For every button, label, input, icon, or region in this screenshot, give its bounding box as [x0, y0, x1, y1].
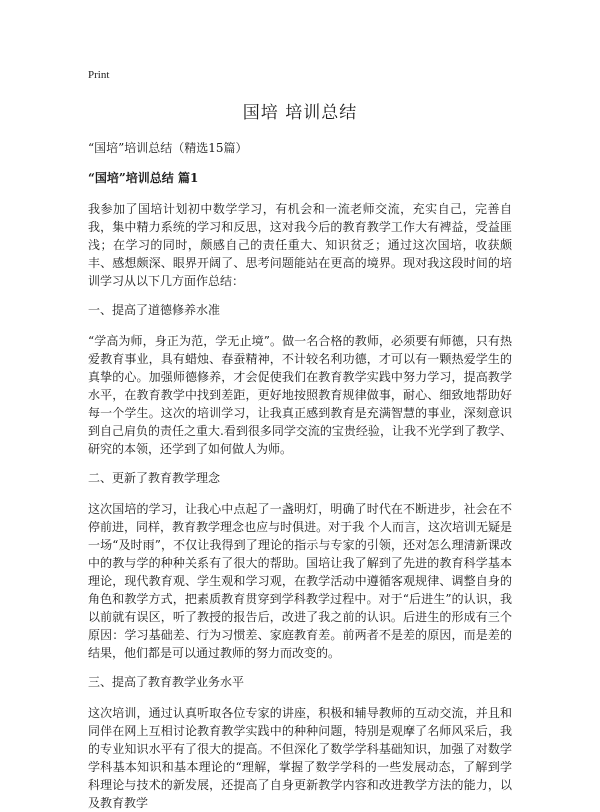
paragraph-skill: 这次培训，通过认真听取各位专家的讲座，积极和辅导教师的互动交流，并且和同伴在网上互相讨论教育教学实践中的种种问题，特别是观摩了名师风采后，我的专业知识水平有了很大的提高。不但深化了数学学科基础知识，加强了对数学学科基本知识和基本理论的“理解，掌握了数学学科的一些发展动态，了解到学科理论与技术的新发展，还提高了自身更新教学内容和改进教学方法的能力，以及教育教学 — [88, 706, 512, 810]
page-title: 国培 培训总结 — [242, 103, 358, 123]
print-link[interactable]: Print — [88, 69, 110, 81]
intro-paragraph: 我参加了国培计划初中数学学习，有机会和一流老师交流，充实自己，完善自我，集中精力系统的学习和反思，这对我今后的教育教学工作大有裨益，受益匪浅；在学习的同时，颇感自己的责任重大、知识贫乏；通过这次国培，收获颇丰、感想颇深、眼界开阔了、思考问题能站在更高的境界。现对我这段时间的培训学习从以下几方面作总结： — [88, 202, 512, 288]
heading-skill: 三、提高了教育教学业务水平 — [88, 675, 245, 689]
document-subtitle: “国培”培训总结（精选15篇） — [88, 141, 248, 155]
heading-morality: 一、提高了道德修养水准 — [88, 303, 221, 317]
paragraph-morality: “学高为师，身正为范，学无止境”。做一名合格的教师，必须要有师德，只有热爱教育事业，具有蜡烛、春蚕精神，不计较名利功德，才可以有一颗热爱学生的真挚的心。加强师德修养，才会促使我们在教育教学实践中努力学习，提高教学水平，在教育教学中找到差距，更好地按照教育规律做事，耐心、细致地帮助好每一个学生。这次的培训学习，让我真正感到教育是充满智慧的事业，深刻意识到自己肩负的责任之重大.看到很多同学交流的宝贵经验，让我不光学到了教学、研究的本领，还学到了如何做人为师。 — [88, 334, 512, 456]
paragraph-philosophy: 这次国培的学习，让我心中点起了一盏明灯，明确了时代在不断进步，社会在不停前进，同样，教育教学理念也应与时俱进。对于我 个人而言，这次培训无疑是一场“及时雨”，不仅让我得到了理论的指示与专家的引领，还对怎么理清新课改中的教与学的种种关系有了很大的帮助。国培让我了解到了先进的教育科学基本理论，现代教育观、学生观和学习观，在教学活动中遵循客观规律、调整自身的角色和教学方式，把素质教育贯穿到学科教学过程中。对于“后进生”的认识，我以前就有误区，听了教授的报告后，改进了我之前的认识。后进生的形成有三个原因：学习基础差、行为习惯差、家庭教育差。前两者不是差的原因，而是差的结果，他们都是可以通过教师的努力而改变的。 — [88, 502, 512, 660]
section-heading: “国培”培训总结 篇1 — [88, 171, 199, 185]
heading-philosophy: 二、更新了教育教学理念 — [88, 471, 221, 485]
